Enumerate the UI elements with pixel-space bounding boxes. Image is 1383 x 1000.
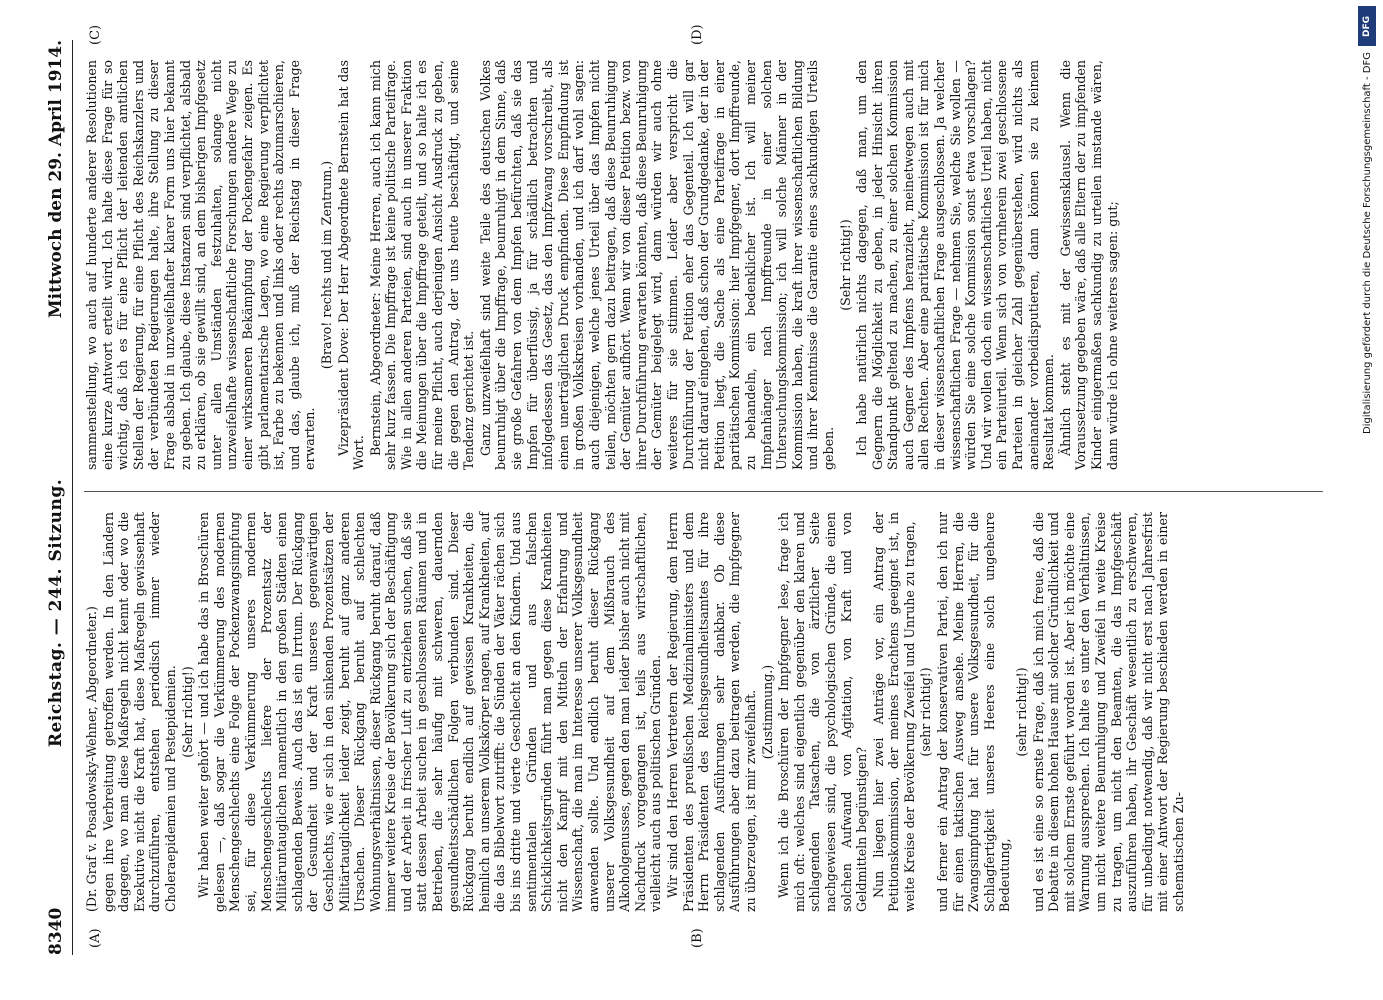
- paragraph: Ähnlich steht es mit der Gewissensklausel. Wenn die Voraussetzung gegeben wäre, daß alle Eltern der zu impfenden Kinder einigermaßen sachkundig zu urteilen imstande wären, dann würde ich ohne weiteres sagen: gut;: [1057, 60, 1120, 470]
- paragraph: Nun liegen hier zwei Anträge vor, ein Antrag der Petitionskommission, der meines Erachtens geeignet ist, in weite Kreise der Bevölkerung Zweifel und Unruhe zu tragen,: [870, 512, 917, 912]
- paragraph: Ich habe natürlich nichts dagegen, daß man, um den Gegnern die Möglichkeit zu geben, in jeder Hinsicht ihren Standpunkt geltend zu machen, zu einer solchen Kommission auch Gegner des Impfens heranzieht, meinetwegen auch mit allen Rechten. Aber eine paritätische Kommission ist für mich in dieser wissenschaftlichen Frage ausgeschlossen. Ja welcher wissenschaftlichen Frage — nehmen Sie, welche Sie wollen — würden Sie eine solche Kommission sonst etwa vorschlagen? Und wir wollen doch ein wissenschaftliches Urteil haben, nicht ein Parteiurteil. Wenn sich von vornherein zwei geschlossene Parteien in gleicher Zahl gegenüberstehen, wird nichts als aneinander vorbeidisputieren, dann können sie zu keinem Resultat kommen.: [854, 60, 1057, 470]
- speaker-note: (Dr. Graf v. Posadowsky-Wehner, Abgeordneter.): [84, 606, 99, 912]
- page-number: 8340: [46, 907, 66, 955]
- paragraph: Ganz unzweifelhaft sind weite Teile des deutschen Volkes beunruhigt über die Impffrage, beunruhigt in dem Sinne, daß sie große Gefahren von dem Impfen befürchten, daß sie das Impfen für überflüssig, ja für schädlich betrachten und infolgedessen das Gesetz, das den Impfzwang vorschreibt, als einen unerträglichen Druck empfinden. Diese Empfindung ist in großen Volkskreisen vorhanden, und ich darf wohl sagen: auch diejenigen, welche jenes Urteil über das Impfen nicht teilen, möchten gern dazu beitragen, daß diese Beunruhigung der Gemüter aufhört. Wenn wir von dieser Petition bezw. von ihrer Durchführung erwarten könnten, daß diese Beunruhigung der Gemüter beigelegt wird, dann würden wir auch ohne weiteres für sie stimmen. Leider aber verspricht die Durchführung der Petition eher das Gegenteil. Ich will gar nicht darauf eingehen, daß schon der Grundgedanke, der in der Petition liegt, die Sache als eine Parteifrage in einer paritätischen Kommission: hier Impfgegner, dort Impffreunde, zu behandeln, ein bedenklicher ist. Ich will meiner Impfanhänger nach Impffreunde in einer solchen Untersuchungskommission; ich will solche Männer in der Kommission haben, die kraft ihrer wissenschaftlichen Bildung und ihrer Kenntnisse die Garantie eines sachkundigen Urteils geben.: [477, 60, 836, 470]
- interjection: (Sehr richtig!): [179, 666, 195, 758]
- interjection: (sehr richtig!): [1014, 667, 1030, 757]
- margin-letter-b: (B): [690, 928, 705, 948]
- margin-letter-a: (A): [88, 928, 103, 948]
- credit-text: Digitalisierung gefördert durch die Deutsche Forschungsgemeinschaft - DFG: [1361, 52, 1373, 435]
- margin-letter-c: (C): [88, 24, 103, 45]
- interjection: (Bravo! rechts und im Zentrum.): [318, 160, 334, 370]
- left-column: [84, 512, 1188, 912]
- dfg-logo-icon: DFG: [1358, 6, 1376, 46]
- session-title: Reichstag. — 244. Sitzung.: [46, 478, 66, 748]
- paragraph: gegen ihre Verbreitung getroffen werden. In den Ländern dagegen, wo man diese Maßregeln nicht kennt oder wo die Exekutive nicht die Kraft hat, diese Maßregeln gewissenhaft durchzuführen, entstehen periodisch immer wieder Choleraepidemien und Pestepidemien.: [100, 512, 178, 912]
- paragraph: und es ist eine so ernste Frage, daß ich mich freue, daß die Debatte in diesem hohen Hause mit solcher Gründlichkeit und mit solchem Ernste geführt worden ist. Aber ich möchte eine Warnung aussprechen. Ich halte es unter den Verhältnissen, um nicht weitere Beunruhigung und Zweifel in weite Kreise zu tragen, um nicht den Beamten, die das Impfgeschäft auszuführen haben, ihr Geschäft wesentlich zu erschweren, für unbedingt notwendig, daß wir nicht erst nach Jahresfrist mit einer Antwort der Regierung beschieden werden in einer schematischen Zu-: [1030, 512, 1186, 912]
- digitization-credit: [1356, 6, 1378, 996]
- page-header: [40, 40, 73, 955]
- interjection: (Sehr richtig!): [837, 219, 853, 311]
- right-column: [84, 60, 1121, 470]
- interjection: (sehr richtig!): [918, 667, 934, 757]
- paragraph: Vizepräsident Dove: Der Herr Abgeordnete Bernstein hat das Wort.: [335, 60, 367, 470]
- paragraph: und ferner ein Antrag der konservativen Partei, den ich nur für einen taktischen Ausweg ansehe. Meine Herren, die Zwangsimpfung hat für unsere Volksgesundheit, für die Schlagfertigkeit unseres Heeres eine solch ungeheure Bedeutung,: [935, 512, 1013, 912]
- paragraph: Wir sind den Herren Vertretern der Regierung, dem Herrn Präsidenten des preußischen Medizinalministers und dem Herrn Präsidenten des Reichsgesundheitsamtes für ihre schlagenden Ausführungen sehr dankbar. Ob diese Ausführungen aber dazu beitragen werden, die Impfgegner zu überzeugen, ist mir zweifelhaft.: [664, 512, 758, 912]
- column-divider: [84, 491, 1323, 492]
- paragraph: Bernstein, Abgeordneter: Meine Herren, auch ich kann mich sehr kurz fassen. Die Impffrage ist keine politische Parteifrage. Wie in allen anderen Parteien, sind auch in unserer Fraktion die Meinungen über die Impffrage geteilt, und so halte ich es für meine Pflicht, auch derjenigen Ansicht Ausdruck zu geben, die gegen den Antrag, der uns heute beschäftigt, und seine Tendenz gerichtet ist.: [367, 60, 477, 470]
- margin-letter-d: (D): [690, 24, 705, 45]
- paragraph: Wenn ich die Broschüren der Impfgegner lese, frage ich mich oft: welches sind eigentlich gegenüber den klaren und schlagenden Tatsachen, die von ärztlicher Seite nachgewiesen sind, die psychologischen Gründe, die einen solchen Aufwand von Agitation, von Kraft und von Geldmitteln begünstigen?: [776, 512, 870, 912]
- paragraph: sammenstellung, wo auch auf hunderte anderer Resolutionen eine kurze Antwort erteilt wird. Ich halte diese Frage für so wichtig, daß ich es für eine Pflicht der leitenden amtlichen Stellen der Regierung, für eine Pflicht des Reichskanzlers und der verbündeten Regierungen halte, ihre Stellung zu dieser Frage alsbald in unzweifelhafter klarer Form uns hier bekannt zu geben. Ich glaube, diese Instanzen sind verpflichtet, alsbald zu erklären, ob sie gewillt sind, an dem bisherigen Impfgesetz unter allen Umständen festzuhalten, solange nicht unzweifelhafte wissenschaftliche Forschungen andere Wege zu einer wirksameren Bekämpfung der Pockengefahr zeigen. Es gibt parlamentarische Lagen, wo eine Regierung verpflichtet ist, Farbe zu bekennen und links oder rechts abzumarschieren, und das, glaube ich, muß der Reichstag in dieser Frage erwarten.: [84, 60, 318, 470]
- paragraph: Wir haben weiter gehört — und ich habe das in Broschüren gelesen —, daß sogar die Verkümmerung des modernen Menschengeschlechts eine Folge der Pockenzwangsimpfung sei, für diese Verkümmerung unseres modernen Menschengeschlechts liefere der Prozentsatz der Militäruntauglichen namentlich in den großen Städten einen schlagenden Beweis. Auch das ist ein Irrtum. Der Rückgang der Gesundheit und der Kraft unseres gegenwärtigen Geschlechts, wie er sich in den sinkenden Prozentsätzen der Militärtauglichkeit leider zeigt, beruht auf ganz anderen Ursachen. Dieser Rückgang beruht auf schlechten Wohnungsverhältnissen, dieser Rückgang beruht darauf, daß immer weitere Kreise der Bevölkerung sich der Beschäftigung und der Arbeit in frischer Luft zu entziehen suchen, daß sie statt dessen Arbeit suchen in geschlossenen Räumen und in Betrieben, die sehr häufig mit schweren, dauernden gesundheitsschädlichen Folgen verbunden sind. Dieser Rückgang beruht endlich auf gewissen Krankheiten, die heimlich an unserem Volkskörper nagen, auf Krankheiten, auf die das Bibelwort zutrifft: die Sünden der Väter rächen sich bis ins dritte und vierte Geschlecht an den Kindern. Und aus sentimentalen Gründen und aus falschen Schicklichkeitsgründen führt man gegen diese Krankheiten nicht den Kampf mit den Mitteln der Erfahrung und Wissenschaft, die man im Interesse unserer Volksgesundheit anwenden sollte. Und endlich beruht dieser Rückgang unserer Volksgesundheit auf dem Mißbrauch des Alkoholgenusses, gegen den man leider bisher auch nicht mit Nachdruck vorgegangen ist, teils aus wirtschaftlichen, vielleicht auch aus politischen Gründen.: [196, 512, 664, 912]
- interjection: (Zustimmung.): [759, 664, 775, 760]
- session-date: Mittwoch den 29. April 1914.: [46, 40, 66, 319]
